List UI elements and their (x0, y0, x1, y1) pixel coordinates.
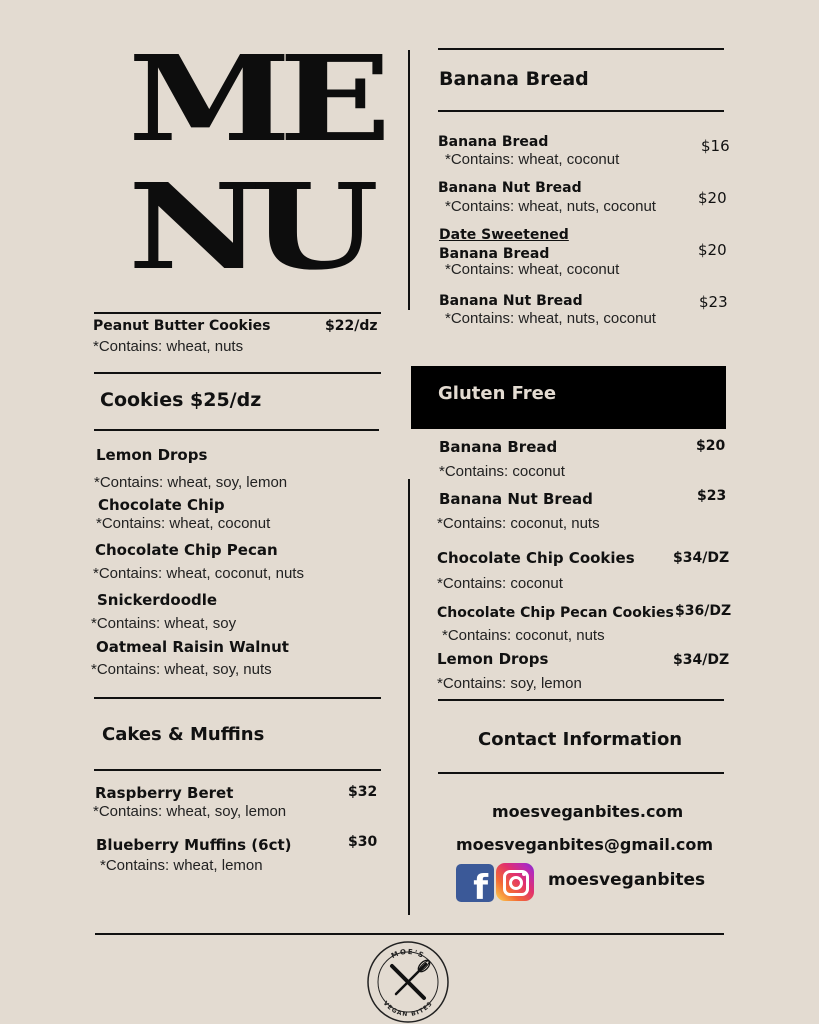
banana-item-note: *Contains: wheat, nuts, coconut (445, 310, 656, 327)
footer-divider (95, 933, 724, 935)
cookie-name: Chocolate Chip (98, 496, 225, 514)
facebook-icon[interactable]: f (456, 864, 494, 902)
cookie-note: *Contains: wheat, coconut (96, 515, 271, 532)
date-sweetened-tag: Date Sweetened (439, 227, 569, 243)
banana-item-price: $23 (699, 293, 728, 311)
cake-note: *Contains: wheat, lemon (100, 857, 263, 874)
gf-item-note: *Contains: soy, lemon (437, 675, 582, 692)
divider (94, 769, 381, 771)
divider (438, 699, 724, 701)
banana-item-price: $16 (701, 137, 730, 155)
gf-item-price: $36/DZ (675, 603, 732, 619)
banana-item-price: $20 (698, 189, 727, 207)
cake-note: *Contains: wheat, soy, lemon (93, 803, 287, 820)
cookie-note: *Contains: wheat, soy, lemon (94, 474, 288, 491)
gf-item-price: $20 (696, 438, 726, 454)
banana-item-note: *Contains: wheat, coconut (445, 261, 620, 278)
divider (94, 429, 379, 431)
gf-item-note: *Contains: coconut, nuts (442, 627, 605, 644)
cake-name: Blueberry Muffins (6ct) (96, 836, 292, 854)
cookie-note: *Contains: wheat, coconut, nuts (93, 565, 304, 582)
cake-price: $32 (348, 784, 378, 800)
menu-title-line2: NU (128, 157, 367, 296)
svg-text:VEGAN BITES (382, 1000, 435, 1018)
cookie-name: Chocolate Chip Pecan (95, 541, 278, 559)
divider (438, 110, 724, 112)
gluten-free-header (411, 366, 726, 429)
banana-item-note: *Contains: wheat, nuts, coconut (445, 198, 656, 215)
cookie-name: Oatmeal Raisin Walnut (96, 638, 289, 656)
gf-item-name: Chocolate Chip Cookies (437, 549, 635, 567)
column-divider-top (408, 50, 410, 310)
gf-item-note: *Contains: coconut, nuts (437, 515, 600, 532)
peanut-butter-price: $22/dz (325, 318, 378, 334)
gf-item-price: $23 (697, 488, 727, 504)
divider (94, 372, 381, 374)
gf-item-note: *Contains: coconut (437, 575, 563, 592)
cookie-name: Lemon Drops (96, 446, 208, 464)
banana-heading: Banana Bread (439, 68, 589, 90)
cakes-heading: Cakes & Muffins (102, 724, 265, 745)
gluten-free-heading: Gluten Free (438, 383, 557, 404)
divider (94, 312, 381, 314)
peanut-butter-note: *Contains: wheat, nuts (93, 338, 244, 355)
gf-item-name: Chocolate Chip Pecan Cookies (437, 605, 674, 621)
cake-price: $30 (348, 834, 378, 850)
email-link[interactable]: moesveganbites@gmail.com (456, 835, 714, 854)
instagram-icon[interactable] (496, 863, 534, 901)
cake-name: Raspberry Beret (95, 784, 234, 802)
gf-item-name: Banana Bread (439, 438, 558, 456)
gf-item-price: $34/DZ (673, 550, 730, 566)
logo-bottom-text: VEGAN BITES (381, 999, 435, 1019)
gf-item-name: Banana Nut Bread (439, 490, 593, 508)
banana-item-price: $20 (698, 241, 727, 259)
peanut-butter-name: Peanut Butter Cookies (93, 318, 271, 334)
banana-item-name: Banana Bread (438, 134, 549, 150)
logo-top-text: MOE'S (390, 947, 427, 961)
gf-item-name: Lemon Drops (437, 650, 549, 668)
cookie-note: *Contains: wheat, soy (91, 615, 237, 632)
banana-item-name: Banana Nut Bread (438, 180, 582, 196)
cookie-note: *Contains: wheat, soy, nuts (91, 661, 272, 678)
divider (438, 772, 724, 774)
divider (438, 48, 724, 50)
whisk-icon (396, 964, 426, 994)
column-divider-bottom (408, 479, 410, 915)
cookie-name: Snickerdoodle (97, 591, 218, 609)
social-handle[interactable]: moesveganbites (548, 870, 706, 890)
svg-text:MOE'S (390, 948, 426, 960)
moes-vegan-bites-logo (366, 940, 450, 1024)
banana-item-note: *Contains: wheat, coconut (445, 151, 620, 168)
divider (94, 697, 381, 699)
banana-item-name: Banana Nut Bread (439, 293, 583, 309)
contact-heading: Contact Information (478, 729, 683, 750)
gf-item-note: *Contains: coconut (439, 463, 565, 480)
cookies-heading: Cookies $25/dz (100, 389, 262, 411)
website-link[interactable]: moesveganbites.com (492, 802, 684, 821)
menu-title-line1: ME (128, 29, 379, 168)
gf-item-price: $34/DZ (673, 652, 730, 668)
banana-item-name: Banana Bread (439, 246, 550, 262)
